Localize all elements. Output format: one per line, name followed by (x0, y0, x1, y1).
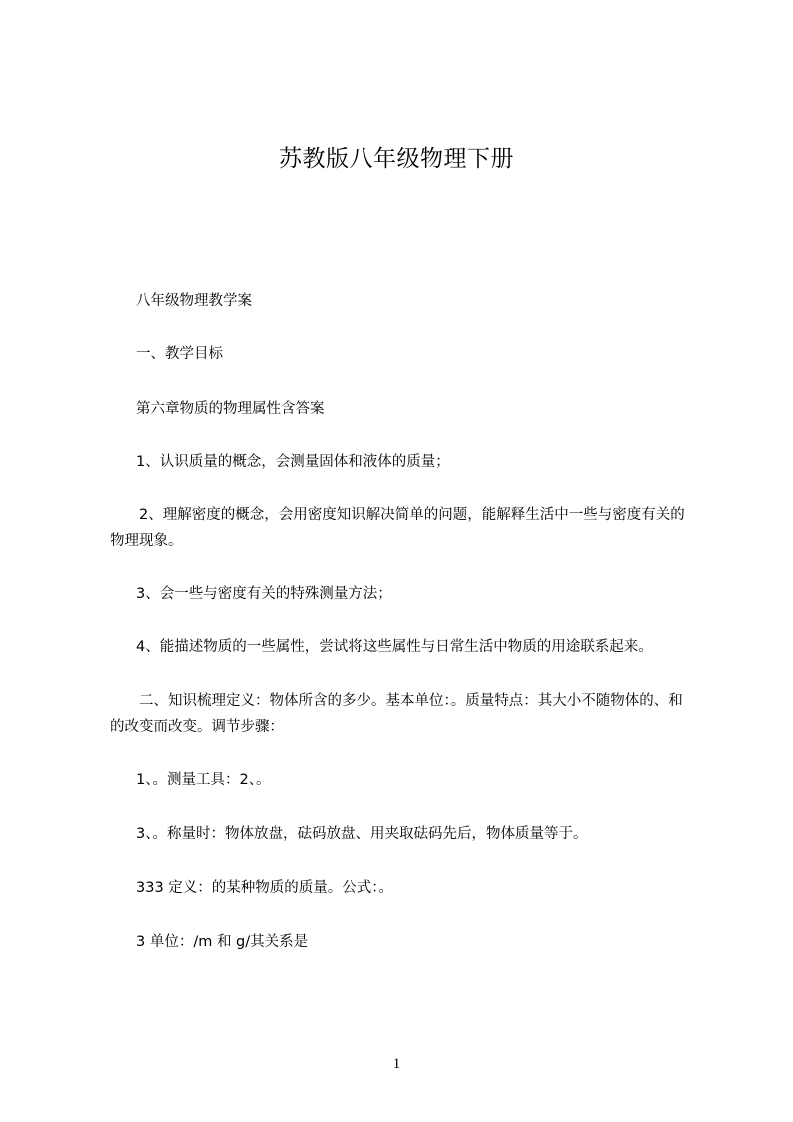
paragraph-objective-4: 4、能描述物质的一些属性，尝试将这些属性与日常生活中物质的用途联系起来。 (136, 639, 653, 655)
page-number: 1 (392, 1056, 401, 1072)
paragraph-step-1: 1、。测量工具：2、。 (136, 772, 271, 788)
paragraph-subtitle: 八年级物理教学案 (136, 293, 252, 309)
paragraph-density-unit: 3 单位：/m 和 g/其关系是 (136, 934, 309, 950)
page-title: 苏教版八年级物理下册 (279, 146, 514, 172)
paragraph-chapter-title: 第六章物质的物理属性含答案 (136, 401, 325, 417)
paragraph-objective-1: 1、认识质量的概念，会测量固体和液体的质量； (136, 454, 450, 470)
paragraph-objective-3: 3、会一些与密度有关的特殊测量方法； (136, 586, 392, 602)
paragraph-step-3: 3、。称量时：物体放盘，砝码放盘、用夹取砝码先后，物体质量等于。 (136, 826, 588, 842)
paragraph-density-definition: 333 定义：的某种物质的质量。公式：。 (136, 880, 394, 896)
paragraph-section-heading: 一、教学目标 (136, 346, 223, 362)
paragraph-knowledge-summary: 二、知识梳理定义：物体所含的多少。基本单位：。质量特点：其大小不随物体的、和的改变而改变。调节步骤： (110, 693, 683, 735)
paragraph-objective-2: 2、理解密度的概念，会用密度知识解决简单的问题，能解释生活中一些与密度有关的物理现象。 (110, 507, 685, 549)
